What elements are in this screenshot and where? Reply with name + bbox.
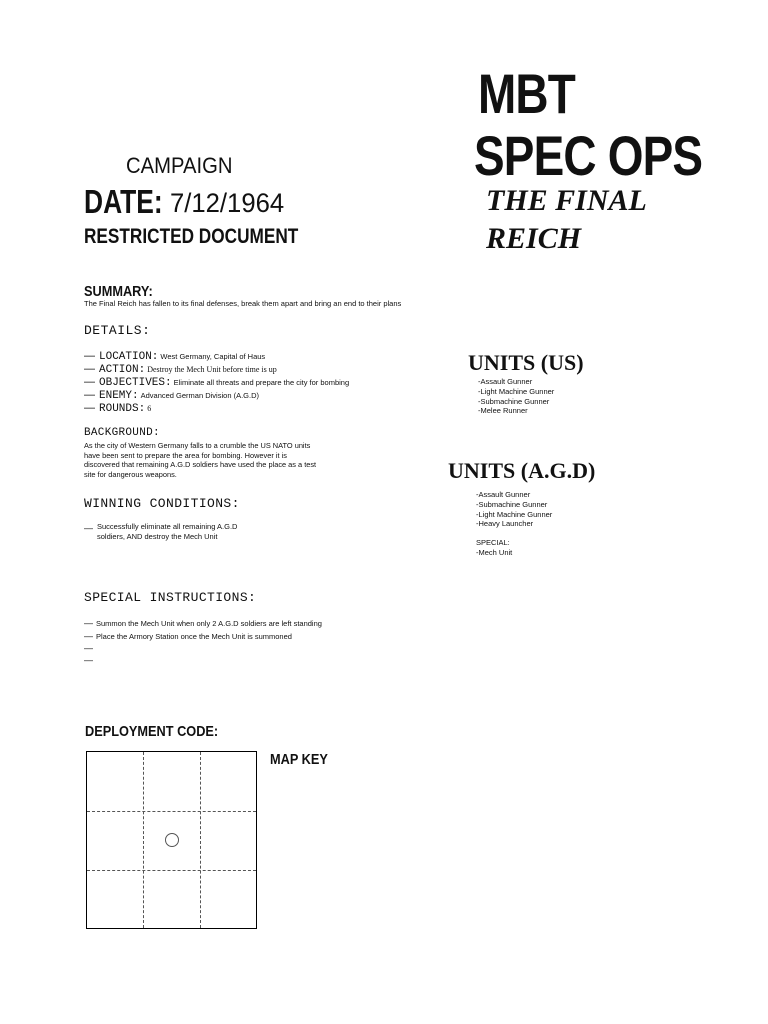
detail-row-objectives — [84, 377, 349, 390]
special-instructions-label: SPECIAL INSTRUCTIONS: — [84, 590, 257, 605]
list-item: -Submachine Gunner — [478, 396, 550, 406]
winning-condition-text: Successfully eliminate all remaining A.G.D soldiers, AND destroy the Mech Unit — [97, 522, 238, 542]
list-item: -Submachine Gunner — [476, 499, 548, 509]
detail-key: ROUNDS: — [99, 403, 146, 415]
detail-key: ACTION: — [99, 364, 146, 376]
list-item: -Light Machine Gunner — [478, 386, 555, 396]
dash-icon: — — [84, 350, 95, 362]
background-text: As the city of Western Germany falls to a crumble the US NATO units have been sent to prepare the area for bombing. However it is discovered that remaining A.G.D soldiers have used the place as a test site for dangerous weapons. — [84, 441, 317, 479]
subtitle-line-1: THE FINAL — [486, 184, 647, 217]
deployment-code-label: DEPLOYMENT CODE: — [85, 723, 219, 740]
dash-icon: — — [84, 363, 95, 375]
circle-marker-icon — [165, 833, 179, 847]
dash-icon: — — [84, 643, 93, 653]
map-key-label: MAP KEY — [270, 751, 328, 768]
subtitle-line-2: REICH — [486, 222, 582, 255]
dash-icon: — — [84, 655, 93, 665]
detail-value: 6 — [147, 404, 152, 413]
detail-value: West Germany, Capital of Haus — [160, 352, 266, 361]
list-item: -Assault Gunner — [478, 377, 533, 386]
detail-value: Eliminate all threats and prepare the city for bombing — [173, 378, 350, 387]
summary-text: The Final Reich has fallen to its final defenses, break them apart and bring an end to their plans — [84, 299, 402, 308]
grid-line-horizontal — [87, 811, 256, 812]
date-label: DATE: — [84, 183, 163, 220]
special-instruction-item — [84, 618, 322, 630]
grid-line-horizontal — [87, 870, 256, 871]
detail-value: Advanced German Division (A.G.D) — [140, 391, 259, 400]
detail-row-enemy — [84, 390, 259, 403]
special-instruction-text: Place the Armory Station once the Mech Unit is summoned — [96, 632, 292, 641]
units-us-heading: UNITS (US) — [468, 350, 584, 375]
detail-row-location — [84, 351, 265, 364]
dash-icon: — — [84, 618, 93, 628]
title-line-1: MBT — [478, 62, 576, 125]
detail-row-action — [84, 364, 277, 377]
background-label: BACKGROUND: — [84, 427, 160, 439]
title-line-2: SPEC OPS — [474, 124, 703, 187]
detail-key: OBJECTIVES: — [99, 377, 172, 389]
detail-value: Destroy the Mech Unit before time is up — [147, 365, 277, 374]
dash-icon: — — [84, 389, 95, 401]
grid-line-vertical — [200, 752, 201, 928]
special-instruction-text: Summon the Mech Unit when only 2 A.G.D soldiers are left standing — [96, 619, 322, 628]
winning-conditions-label: WINNING CONDITIONS: — [84, 496, 240, 511]
detail-key: LOCATION: — [99, 351, 159, 363]
summary-label: SUMMARY: — [84, 283, 153, 300]
list-item: -Melee Runner — [478, 406, 528, 416]
units-agd-heading: UNITS (A.G.D) — [448, 458, 596, 483]
special-units-label: SPECIAL: — [476, 538, 510, 547]
units-agd-list — [476, 490, 552, 529]
list-item: -Heavy Launcher — [476, 519, 534, 529]
list-item: -Light Machine Gunner — [476, 509, 553, 519]
deployment-map-grid — [86, 751, 257, 929]
special-instruction-item — [84, 643, 96, 655]
winning-condition-item — [84, 522, 267, 542]
list-item: -Assault Gunner — [476, 490, 531, 499]
dash-icon: — — [84, 523, 93, 533]
special-units-list — [476, 548, 512, 558]
special-instruction-item — [84, 631, 292, 643]
details-label: DETAILS: — [84, 323, 151, 338]
dash-icon: — — [84, 631, 93, 641]
date-value: 7/12/1964 — [170, 188, 285, 218]
detail-key: ENEMY: — [99, 390, 139, 402]
dash-icon: — — [84, 376, 95, 388]
special-instruction-item — [84, 655, 96, 667]
campaign-heading: CAMPAIGN — [126, 153, 233, 178]
grid-line-vertical — [143, 752, 144, 928]
detail-row-rounds — [84, 403, 151, 416]
list-item: -Mech Unit — [476, 548, 513, 557]
restricted-document-label: RESTRICTED DOCUMENT — [84, 225, 299, 248]
units-us-list — [478, 377, 554, 416]
dash-icon: — — [84, 402, 95, 414]
